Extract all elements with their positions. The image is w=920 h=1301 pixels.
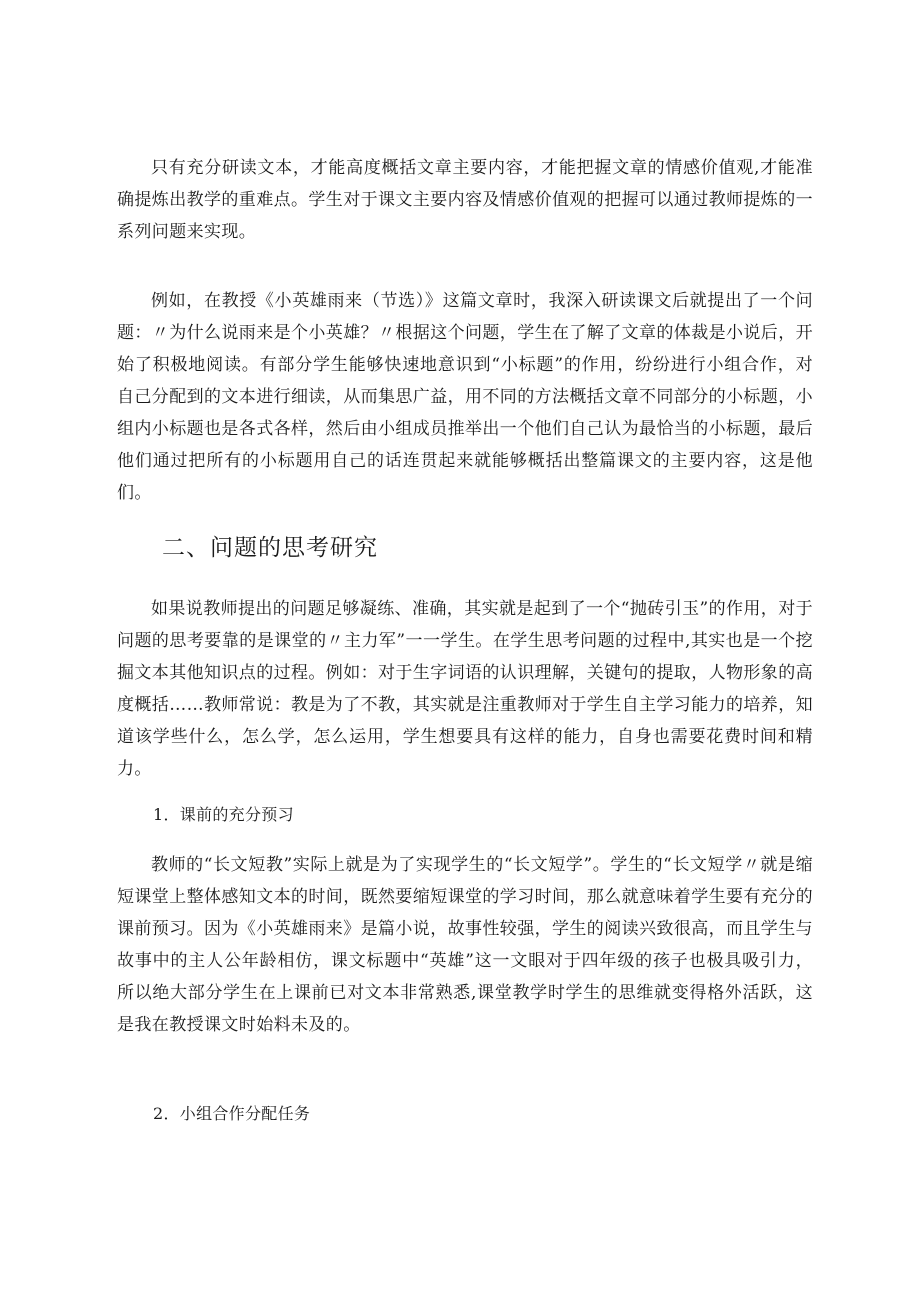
paragraph-example-xiaoyingxiong: 例如，在教授《小英雄雨来（节选）》这篇文章时，我深入研读课文后就提出了一个问题：〃为什么说雨来是个小英雄？〃根据这个问题，学生在了解了文章的体裁是小说后，开始了积极地阅读。有部分学生能够快速地意识到“小标题”的作用，纷纷进行小组合作，对自己分配到的文本进行细读，从而集思广益，用不同的方法概括文章不同部分的小标题，小组内小标题也是各式各样，然后由小组成员推举出一个他们自己认为最恰当的小标题，最后他们通过把所有的小标题用自己的话连贯起来就能够概括出整篇课文的主要内容，这是他们。 — [117, 291, 813, 503]
section-heading-problem-thinking: 二、问题的思考研究 — [162, 535, 378, 561]
paragraph-preview: 教师的“长文短教”实际上就是为了实现学生的“长文短学”。学生的“长文短学〃就是缩短课堂上整体感知文本的时间，既然要缩短课堂的学习时间，那么就意味着学生要有充分的课前预习。因为《小英雄雨来》是篇小说，故事性较强，学生的阅读兴致很高，而且学生与故事中的主人公年龄相仿，课文标题中“英雄”这一文眼对于四年级的孩子也极具吸引力，所以绝大部分学生在上课前已对文本非常熟悉,课堂教学时学生的思维就变得格外活跃，这是我在教授课文时始料未及的。 — [117, 855, 813, 1035]
paragraph-text-analysis: 只有充分研读文本，才能高度概括文章主要内容，才能把握文章的情感价值观,才能准确提炼出教学的重难点。学生对于课文主要内容及情感价值观的把握可以通过教师提炼的一系列问题来实现。 — [117, 158, 813, 242]
paragraph-problem-thinking: 如果说教师提出的问题足够凝练、准确，其实就是起到了一个“抛砖引玉”的作用，对于问题的思考要靠的是课堂的〃主力军”一一学生。在学生思考问题的过程中,其实也是一个挖掘文本其他知识点的过程。例如：对于生字词语的认识理解，关键句的提取，人物形象的高度概括……教师常说：教是为了不教，其实就是注重教师对于学生自主学习能力的培养，知道该学些什么，怎么学，怎么运用，学生想要具有这样的能力，自身也需要花费时间和精力。 — [117, 599, 813, 779]
subheading-group-tasks: 2．小组合作分配任务 — [153, 1104, 311, 1123]
subheading-preview: 1．课前的充分预习 — [153, 805, 294, 824]
